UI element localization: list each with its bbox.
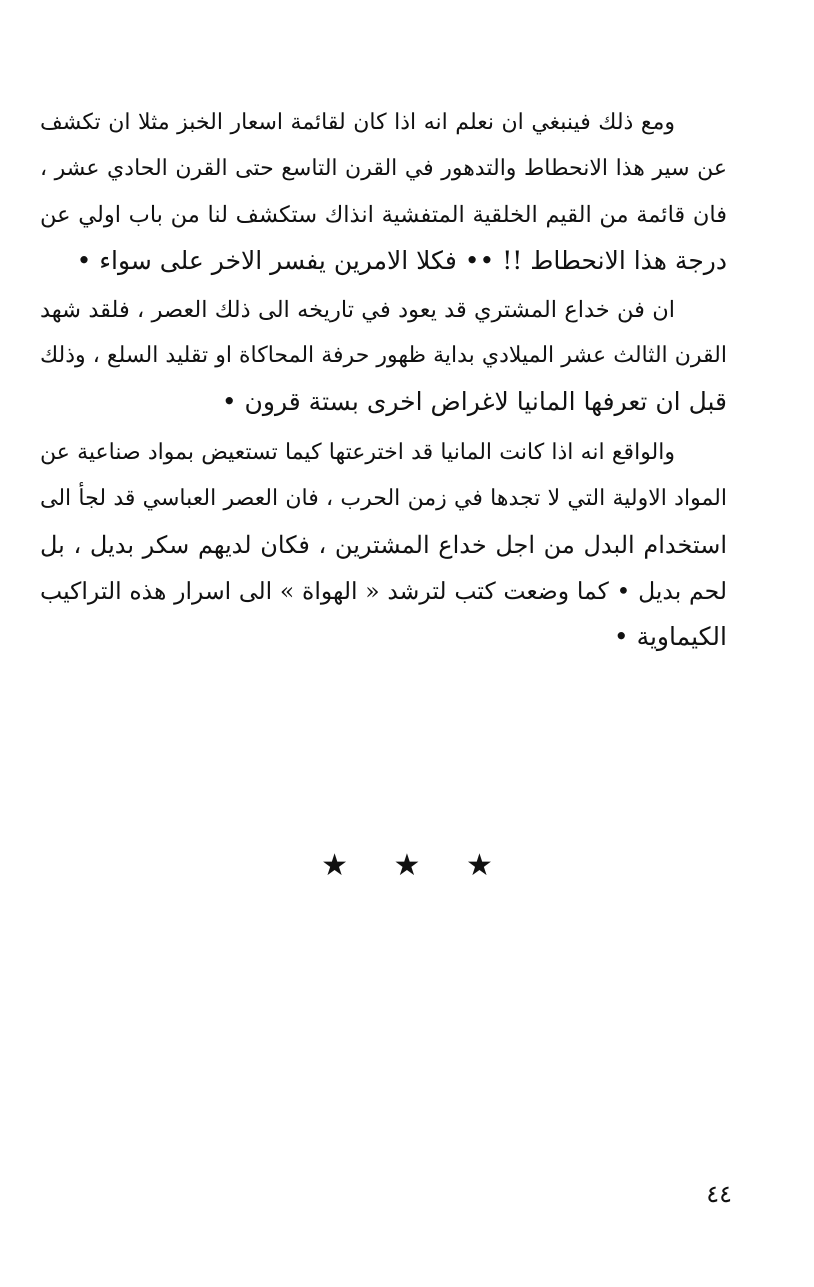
paragraph-line: قبل ان تعرفها المانيا لاغراض اخرى بستة قرون • [221, 387, 727, 416]
paragraph-line: الكيماوية • [613, 622, 727, 651]
paragraph-line: والواقع انه اذا كانت المانيا قد اخترعتها كيما تستعيض بمواد صناعية عن [40, 440, 675, 465]
paragraph-line: استخدام البدل من اجل خداع المشترين ، فكان لديهم سكر بديل ، بل [40, 531, 727, 559]
star-icon: ★ [393, 848, 421, 883]
star-icon: ★ [466, 848, 493, 883]
paragraph-line: فان قائمة من القيم الخلقية المتفشية انذاك ستكشف لنا من باب اولي عن [40, 202, 727, 228]
star-icon: ★ [321, 848, 348, 883]
paragraph-line: المواد الاولية التي لا تجدها في زمن الحرب ، فان العصر العباسي قد لجأ الى [40, 486, 727, 511]
page-number: ٤٤ [706, 1180, 732, 1208]
paragraph-1 [40, 100, 727, 284]
paragraph-line: القرن الثالث عشر الميلادي بداية ظهور حرفة المحاكاة او تقليد السلع ، وذلك [40, 343, 727, 368]
paragraph-line: عن سير هذا الانحطاط والتدهور في القرن التاسع حتى القرن الحادي عشر ، [40, 156, 727, 181]
paragraph-line: ومع ذلك فينبغي ان نعلم انه اذا كان لقائمة اسعار الخبز مثلا ان تكشف [40, 110, 675, 135]
paragraph-line: لحم بديل • كما وضعت كتب لترشد « الهواة » الى اسرار هذه التراكيب [40, 577, 727, 605]
section-separator [0, 848, 814, 883]
paragraph-3 [40, 430, 727, 660]
paragraph-line: ان فن خداع المشتري قد يعود في تاريخه الى ذلك العصر ، فلقد شهد [40, 297, 675, 323]
paragraph-2 [40, 287, 727, 425]
paragraph-line: درجة هذا الانحطاط !! •• فكلا الامرين يفسر الاخر على سواء • [76, 246, 727, 275]
